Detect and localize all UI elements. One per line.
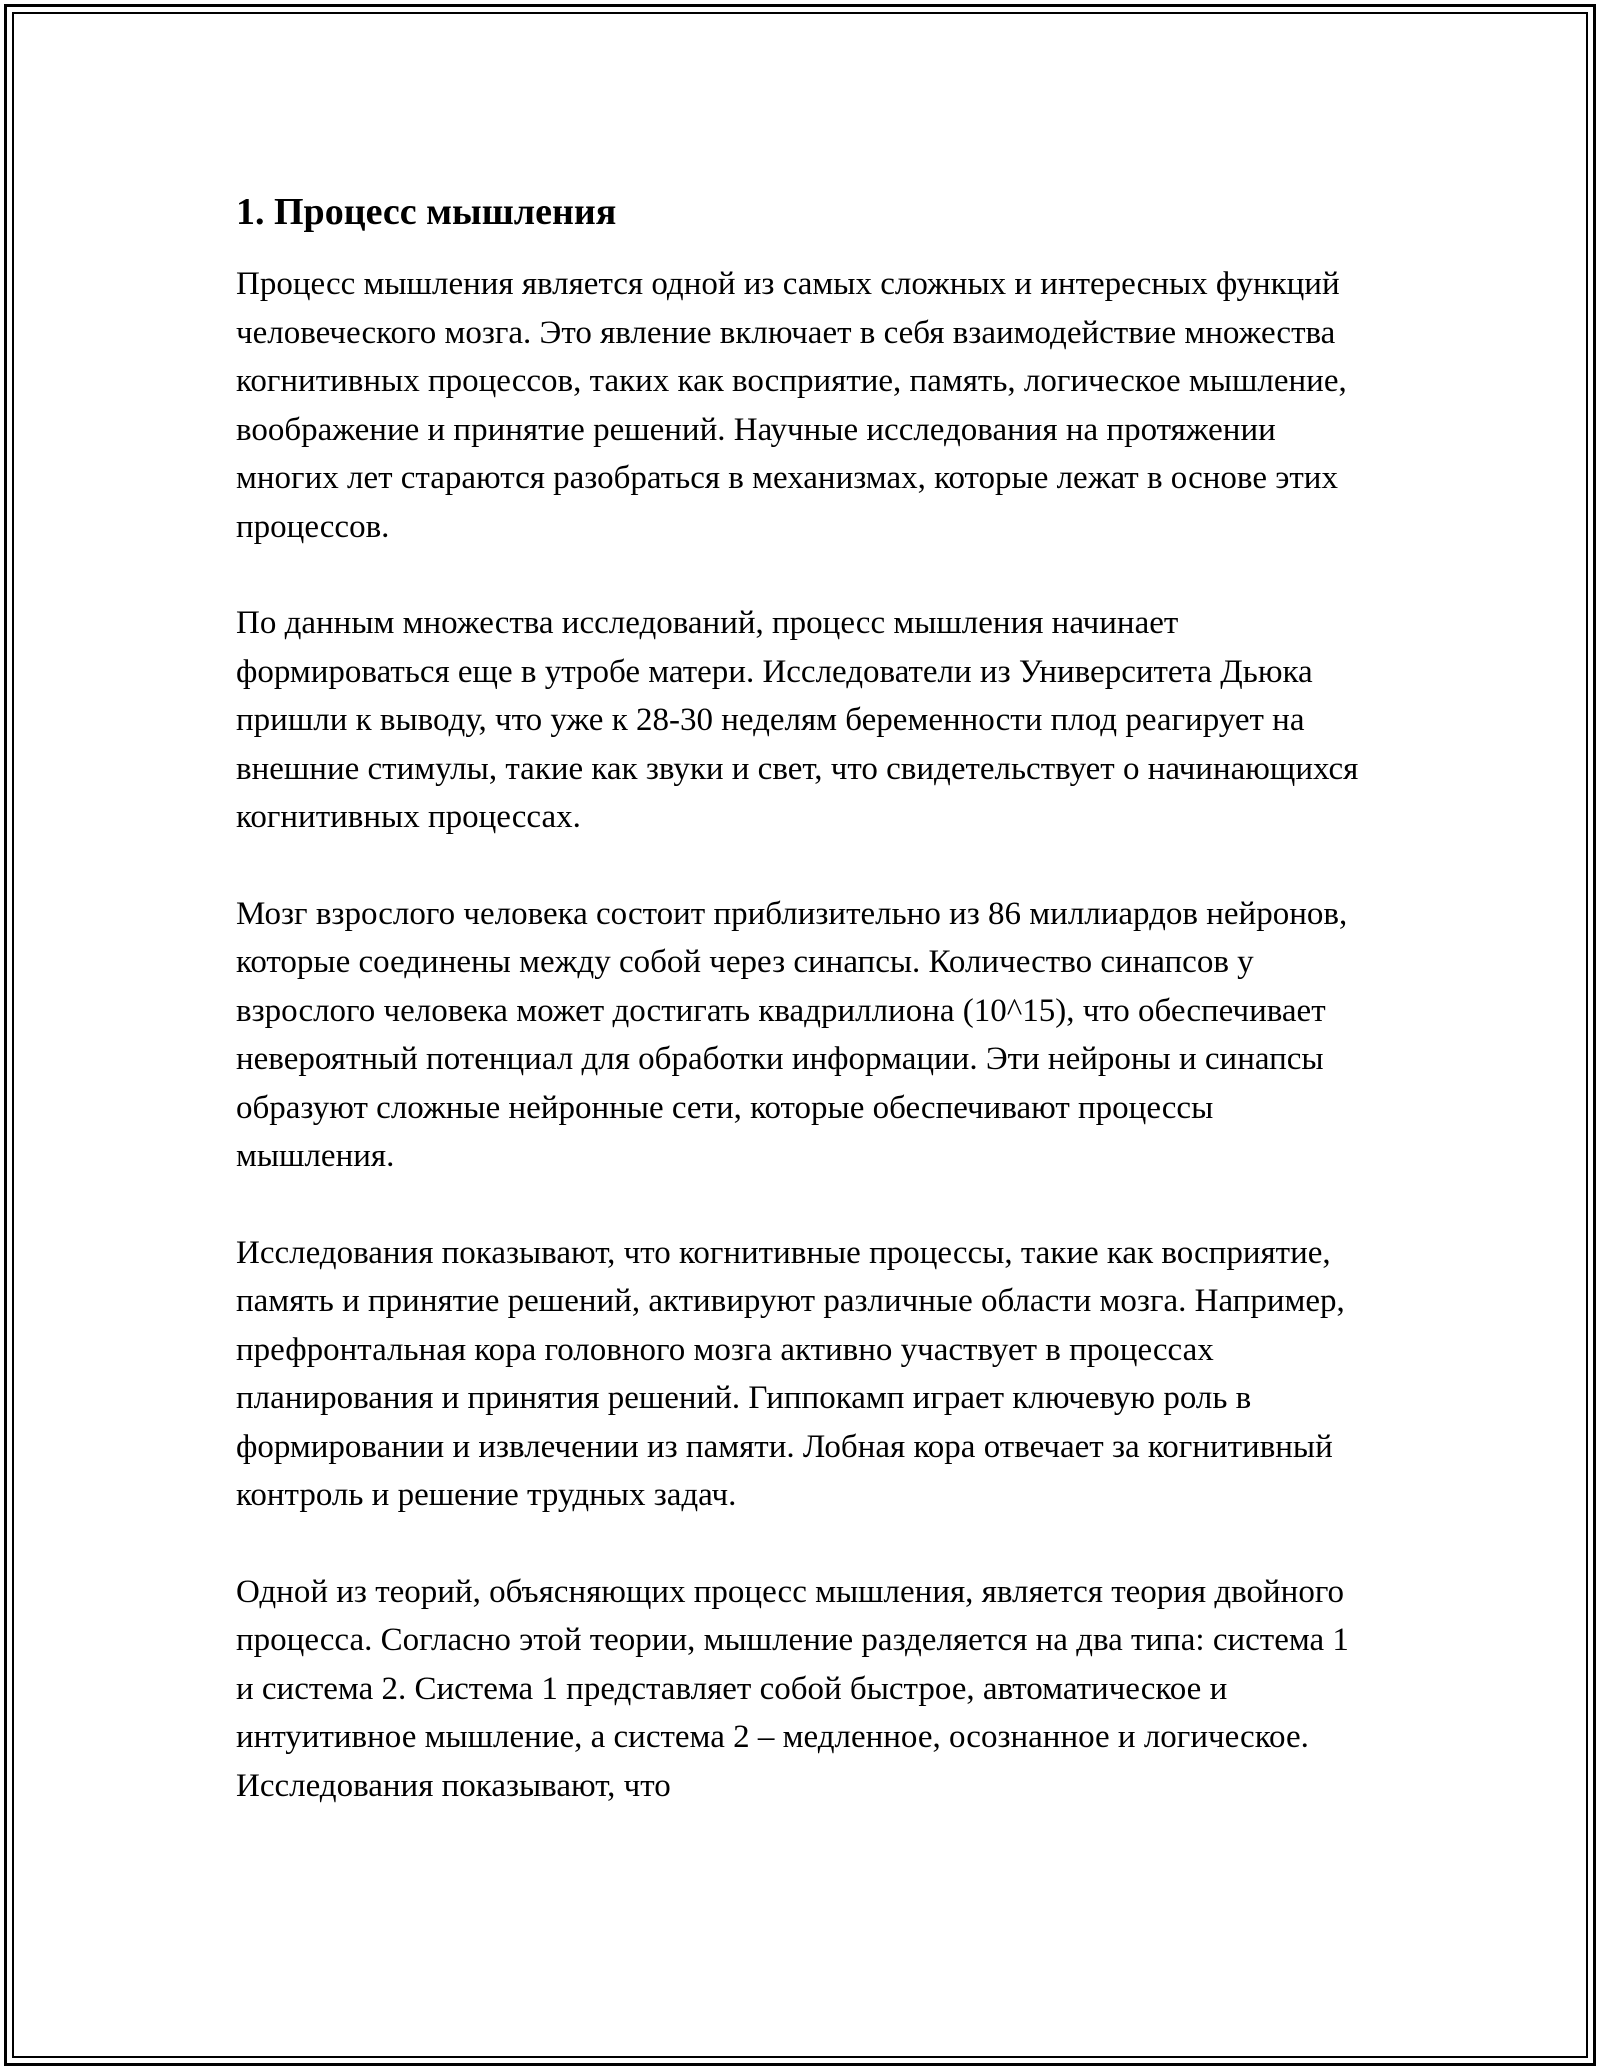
- section-heading: 1. Процесс мышления: [236, 191, 617, 233]
- paragraph-1: Процесс мышления является одной из самых сложных и интересных функций человеческого мозга. Это явление включает в себя взаимодействие множества когнитивных процессов, таких как восприятие, память, логическое мышление, воображение и принятие решений. Научные исследования на протяжении многих лет стараются разобраться в механизмах, которые лежат в основе этих процессов.: [236, 266, 1347, 545]
- document-body: [236, 186, 1366, 1858]
- paragraph-5: Одной из теорий, объясняющих процесс мышления, является теория двойного процесса. Согласно этой теории, мышление разделяется на два типа: система 1 и система 2. Система 1 представляет собой быстрое, автоматическое и интуитивное мышление, а система 2 – медленное, осознанное и логическое. Исследования показывают, что: [236, 1573, 1349, 1804]
- paragraph-2: По данным множества исследований, процесс мышления начинает формироваться еще в утробе матери. Исследователи из Университета Дьюка пришли к выводу, что уже к 28-30 неделям беременности плод реагирует на внешние стимулы, такие как звуки и свет, что свидетельствует о начинающихся когнитивных процессах.: [236, 605, 1359, 835]
- paragraph-3: Мозг взрослого человека состоит приблизительно из 86 миллиардов нейронов, которые соединены между собой через синапсы. Количество синапсов у взрослого человека может достигать квадриллиона (10^15), что обеспечивает невероятный потенциал для обработки информации. Эти нейроны и синапсы образуют сложные нейронные сети, которые обеспечивают процессы мышления.: [236, 895, 1348, 1174]
- paragraph-4: Исследования показывают, что когнитивные процессы, такие как восприятие, память и принятие решений, активируют различные области мозга. Например, префронтальная кора головного мозга активно участвует в процессах планирования и принятия решений. Гиппокамп играет ключевую роль в формировании и извлечении из памяти. Лобная кора отвечает за когнитивный контроль и решение трудных задач.: [236, 1234, 1345, 1513]
